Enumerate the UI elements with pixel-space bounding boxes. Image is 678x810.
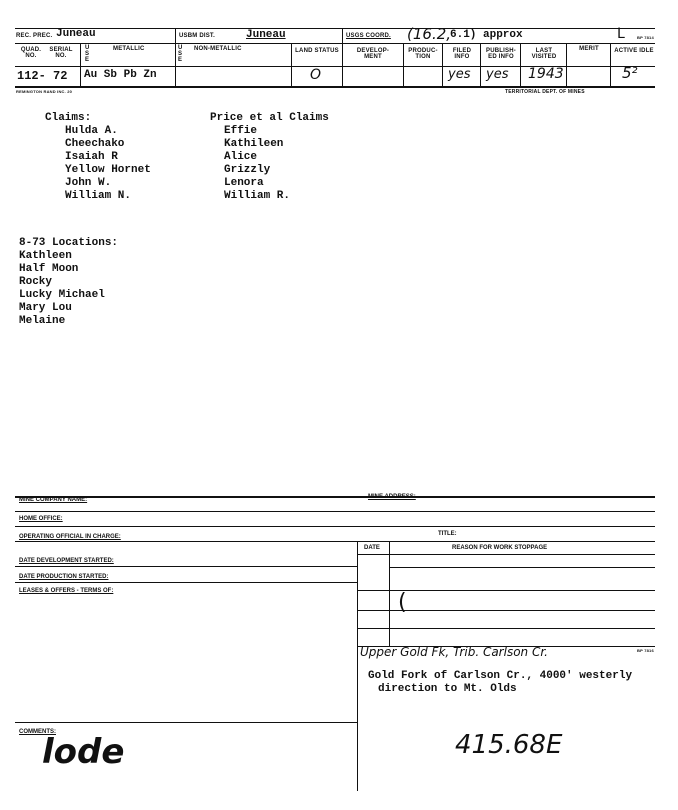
col-land-status: LAND STATUS — [295, 48, 339, 54]
col-serial-no: SERIAL NO. — [49, 47, 73, 59]
mine-company-label: MINE COMPANY NAME: — [19, 497, 88, 503]
list-item: William R. — [224, 190, 291, 202]
divider — [403, 43, 404, 86]
header-mid-line — [15, 43, 655, 44]
typed-location — [368, 670, 632, 696]
line — [15, 526, 655, 527]
usbm-dist-label: USBM DIST. — [179, 33, 216, 39]
territorial-dept: TERRITORIAL DEPT. OF MINES — [505, 89, 585, 95]
price-claims-heading: Price et al Claims — [210, 112, 329, 124]
list-item: Lenora — [224, 177, 264, 189]
price-claims-list — [210, 125, 329, 203]
col-merit: MERIT — [579, 46, 599, 52]
col-use: U S E — [85, 45, 90, 63]
divider — [80, 43, 81, 86]
divider — [610, 43, 611, 86]
list-item: Hulda A. — [65, 125, 118, 137]
date-col-label: DATE — [364, 545, 380, 551]
line — [15, 511, 655, 512]
list-item: Kathileen — [224, 138, 284, 150]
list-item: Melaine — [19, 315, 66, 327]
handwritten-mark: ( — [398, 590, 407, 615]
usgs-coord-handwritten: (16.2, — [407, 25, 452, 43]
published-info-value: yes — [486, 67, 509, 82]
list-item: Half Moon — [19, 263, 79, 275]
claims-list — [45, 125, 151, 203]
usgs-coord-typed: 6.1) approx — [450, 29, 523, 41]
list-item: William N. — [65, 190, 132, 202]
line — [15, 541, 655, 542]
comment-signature: lode — [42, 732, 125, 772]
list-item: Isaiah R — [65, 151, 118, 163]
divider — [480, 43, 481, 86]
list-item: Kathleen — [19, 250, 72, 262]
locations-list — [19, 250, 118, 328]
usgs-coord-label: USGS COORD. — [346, 33, 391, 39]
divider — [175, 28, 176, 86]
reason-col-label: REASON FOR WORK STOPPAGE — [452, 545, 548, 551]
claims-block — [45, 112, 151, 203]
printer-credit: REMINGTON RAND INC. 20 — [16, 89, 73, 94]
divider — [442, 43, 443, 86]
list-item: Alice — [224, 151, 258, 163]
list-item: Effie — [224, 125, 258, 137]
main-divider — [357, 541, 358, 791]
col-use-2: U S E — [178, 45, 183, 63]
title-label: TITLE: — [438, 531, 457, 537]
active-idle-value: 5² — [622, 64, 638, 82]
list-item: Yellow Hornet — [65, 164, 151, 176]
rec-prec-label: REC. PREC. — [16, 33, 53, 39]
locations-heading: 8-73 Locations: — [19, 237, 119, 249]
divider — [520, 43, 521, 86]
divider — [566, 43, 567, 86]
col-development: DEVELOP- MENT — [356, 48, 390, 60]
col-non-metallic: NON-METALLIC — [194, 46, 242, 52]
claims-heading: Claims: — [45, 112, 92, 124]
handwritten-number: 415.68E — [455, 730, 563, 760]
list-item: John W. — [65, 177, 112, 189]
list-item: Lucky Michael — [19, 289, 105, 301]
date-divider — [389, 541, 390, 646]
col-filed-info: FILED INFO — [452, 48, 472, 60]
comments-label: COMMENTS: — [19, 729, 56, 735]
col-production: PRODUC- TION — [408, 48, 438, 60]
quad-serial-value: 112- 72 — [17, 69, 68, 83]
line — [357, 554, 655, 555]
line — [15, 582, 357, 583]
locations-block — [19, 237, 118, 328]
home-office-label: HOME OFFICE: — [19, 516, 63, 522]
land-status-value: O — [310, 67, 322, 83]
price-claims-block — [210, 112, 329, 203]
last-visited-value: 1943 — [528, 66, 564, 82]
col-active-idle: ACTIVE IDLE — [614, 48, 654, 54]
divider — [342, 28, 343, 86]
list-item: Cheechako — [65, 138, 125, 150]
divider — [291, 43, 292, 86]
mine-address-label: MINE ADDRESS: — [368, 494, 416, 500]
header-top-line — [15, 28, 655, 29]
usbm-dist-value: Juneau — [246, 29, 286, 41]
line — [389, 567, 655, 568]
form-number: BP 7814 — [637, 35, 654, 40]
lower-top-line — [15, 496, 655, 498]
line — [357, 628, 655, 629]
form-number-2: BP 7816 — [637, 648, 654, 653]
line — [15, 566, 357, 567]
handwritten-location: Upper Gold Fk, Trib. Carlson Cr. — [360, 645, 548, 659]
col-last-visited: LAST VISITED — [531, 48, 557, 60]
operating-official-label: OPERATING OFFICIAL IN CHARGE: — [19, 534, 121, 540]
header-bottom-line — [15, 86, 655, 88]
typed-location-line-2: direction to Mt. Olds — [378, 683, 517, 695]
list-item: Mary Lou — [19, 302, 72, 314]
filed-info-value: yes — [448, 67, 471, 82]
rec-prec-value: Juneau — [56, 28, 96, 40]
leases-offers-label: LEASES & OFFERS - TERMS OF: — [19, 588, 114, 594]
col-metallic: METALLIC — [113, 46, 145, 52]
corner-mark: L — [617, 26, 625, 42]
col-published-info: PUBLISH- ED INFO — [486, 48, 516, 60]
col-quad-no: QUAD. NO. — [20, 47, 42, 59]
date-production-label: DATE PRODUCTION STARTED: — [19, 574, 109, 580]
list-item: Rocky — [19, 276, 53, 288]
typed-location-line-1: Gold Fork of Carlson Cr., 4000' westerly — [368, 670, 633, 682]
metallic-value: Au Sb Pb Zn — [84, 69, 157, 81]
date-development-label: DATE DEVELOPMENT STARTED: — [19, 558, 114, 564]
list-item: Grizzly — [224, 164, 271, 176]
line — [15, 722, 357, 723]
